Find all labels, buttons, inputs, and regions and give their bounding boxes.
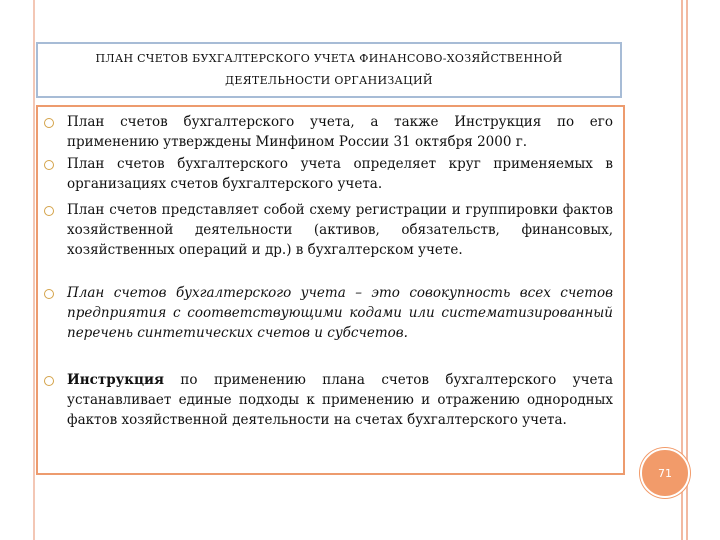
slide-title-line-2: ДЕЯТЕЛЬНОСТИ ОРГАНИЗАЦИЙ	[225, 74, 433, 87]
bullet-text: План счетов представляет собой схему регистрации и группировки фактов хозяйственной деятельности (активов, обязательств, финансовых, хозяйственных операций и др.) в бухгалтерском учете.	[67, 202, 613, 258]
bullet-circle-icon	[44, 289, 54, 299]
slide-title-box	[36, 42, 622, 98]
bullet-text: План счетов бухгалтерского учета, а также Инструкция по его применению утверждены Минфином России 31 октября 2000 г.	[67, 114, 613, 150]
bullet-circle-icon	[44, 118, 54, 128]
bullet-text-rest: по применению плана счетов бухгалтерского учета устанавливает единые подходы к применению и отражению однородных фактов хозяйственной деятельности на счетах бухгалтерского учета.	[67, 372, 613, 428]
slide-title-line-1: ПЛАН СЧЕТОВ БУХГАЛТЕРСКОГО УЧЕТА ФИНАНСОВО-ХОЗЯЙСТВЕННОЙ	[95, 52, 563, 65]
bullet-circle-icon	[44, 206, 54, 216]
content-box	[36, 105, 625, 475]
page-number: 71	[658, 466, 672, 480]
bullet-text	[67, 370, 613, 430]
left-decorative-rule	[33, 0, 35, 540]
bullet-circle-icon	[44, 160, 54, 170]
page-number-badge	[640, 448, 690, 498]
bullet-circle-icon	[44, 376, 54, 386]
bullet-bold-term: Инструкция	[67, 372, 165, 388]
bullet-text: План счетов бухгалтерского учета определяет круг применяемых в организациях счетов бухгалтерского учета.	[67, 156, 613, 192]
bullet-text-definition: План счетов бухгалтерского учета – это совокупность всех счетов предприятия с соответствующими кодами или систематизированный перечень синтетических счетов и субсчетов.	[67, 285, 613, 341]
